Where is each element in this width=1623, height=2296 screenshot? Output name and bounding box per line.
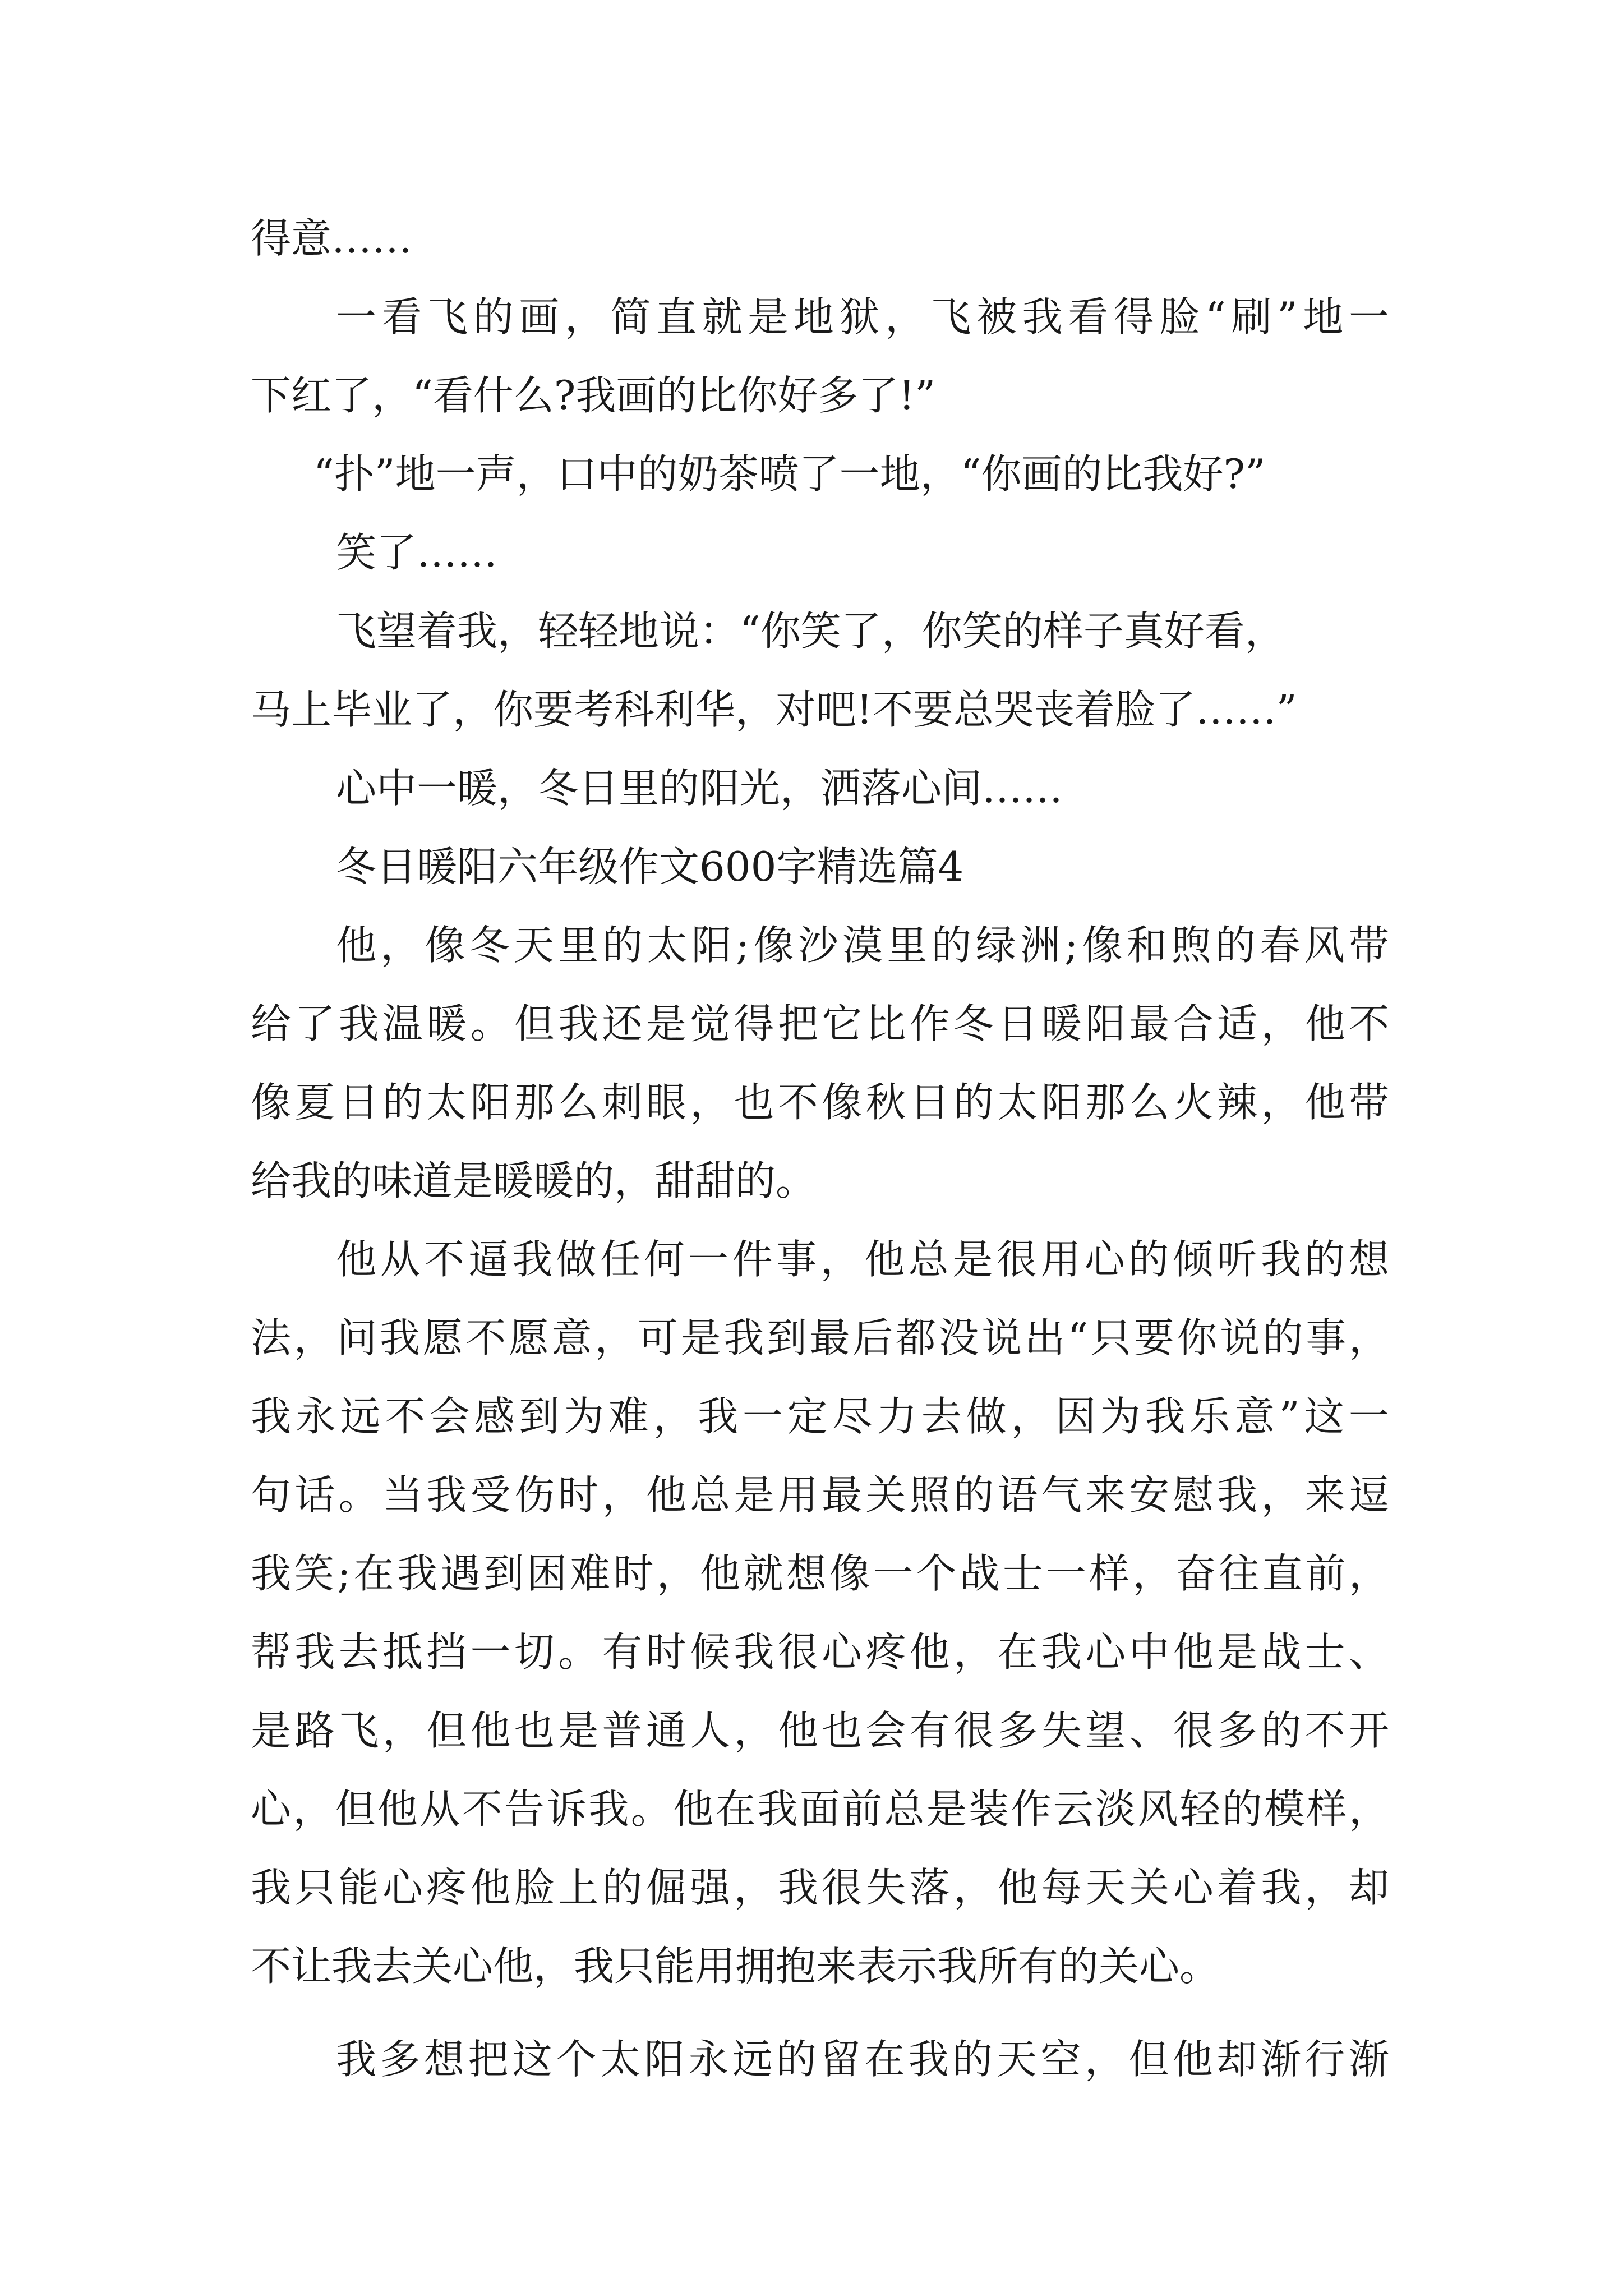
section-heading: 冬日暖阳六年级作文600字精选篇4 — [336, 843, 964, 890]
text-line: 马上毕业了，你要考科利华，对吧!不要总哭丧着脸了……” — [251, 686, 1297, 733]
paragraph-line: 我多想把这个太阳永远的留在我的天空，但他却渐行渐 — [336, 2036, 1389, 2083]
text-line: 给我的味道是暖暖的，甜甜的。 — [251, 1157, 817, 1204]
paragraph-line: 一看飞的画，简直就是地狱，飞被我看得脸“刷”地一 — [336, 293, 1389, 341]
text-line: 下红了，“看什么?我画的比你好多了!” — [251, 372, 936, 419]
text-line: 不让我去关心他，我只能用拥抱来表示我所有的关心。 — [251, 1943, 1220, 1990]
paragraph-line: 飞望着我，轻轻地说：“你笑了，你笑的样子真好看， — [336, 608, 1285, 655]
text-line: 给了我温暖。但我还是觉得把它比作冬日暖阳最合适，他不 — [251, 1000, 1389, 1047]
text-line: 法，问我愿不愿意，可是我到最后都没说出“只要你说的事， — [251, 1314, 1389, 1361]
paragraph-line: 心中一暖，冬日里的阳光，洒落心间…… — [336, 765, 1063, 812]
paragraph-line: “扑”地一声，口中的奶茶喷了一地，“你画的比我好?” — [313, 450, 1266, 498]
text-line: 是路飞，但他也是普通人，他也会有很多失望、很多的不开 — [251, 1707, 1389, 1754]
text-line: 心，但他从不告诉我。他在我面前总是装作云淡风轻的模样， — [251, 1786, 1389, 1833]
text-line: 我笑;在我遇到困难时，他就想像一个战士一样，奋往直前， — [251, 1550, 1389, 1597]
text-line: 我只能心疼他脸上的倔强，我很失落，他每天关心着我，却 — [251, 1864, 1389, 1911]
text-line: 帮我去抵挡一切。有时候我很心疼他，在我心中他是战士、 — [251, 1628, 1389, 1676]
paragraph-line: 他，像冬天里的太阳;像沙漠里的绿洲;像和煦的春风带 — [336, 922, 1389, 969]
paragraph-line: 笑了…… — [336, 529, 498, 576]
text-line: 得意…… — [251, 215, 413, 262]
text-line: 句话。当我受伤时，他总是用最关照的语气来安慰我，来逗 — [251, 1471, 1389, 1519]
paragraph-line: 他从不逼我做任何一件事，他总是很用心的倾听我的想 — [336, 1236, 1389, 1283]
text-line: 像夏日的太阳那么刺眼，也不像秋日的太阳那么火辣，他带 — [251, 1079, 1389, 1126]
text-line: 我永远不会感到为难，我一定尽力去做，因为我乐意”这一 — [251, 1393, 1389, 1440]
document-body — [251, 199, 1389, 2099]
